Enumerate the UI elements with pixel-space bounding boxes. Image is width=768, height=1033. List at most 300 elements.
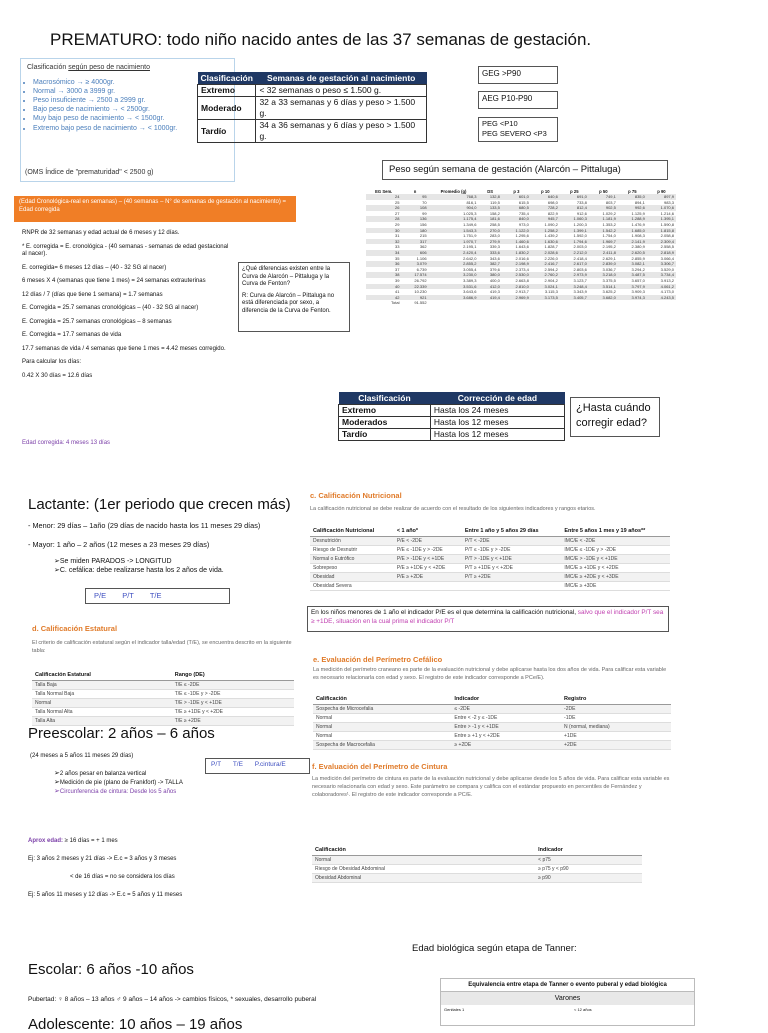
estatural-table <box>32 670 294 726</box>
table-cell: 22.339 <box>401 284 428 290</box>
tag-pcintura: P.cintura/E <box>254 761 286 768</box>
table-cell: Normal <box>313 732 451 741</box>
hasta-box: ¿Hasta cuándo corregir edad? <box>570 397 660 437</box>
table-cell: 1.969,7 <box>589 239 618 245</box>
table-cell: 3.514,1 <box>589 284 618 290</box>
table-cell: 3.024,1 <box>531 284 560 290</box>
pubertad-text: Pubertad: ♀ 8 años – 13 años ♂ 9 años – 14 años -> cambios físicos, * sexuales, desarrollo puberal <box>28 996 317 1003</box>
table-header-cell: Clasificación <box>339 392 431 405</box>
table-cell: 1.288,9 <box>618 216 647 222</box>
table-cell: 606 <box>401 250 428 256</box>
classification-heading: Clasificación según peso de nacimiento <box>27 64 150 71</box>
aprox-text: ≥ 16 días = + 1 mes <box>63 838 118 844</box>
table-cell: 29 <box>395 221 400 227</box>
table-row <box>310 582 670 591</box>
table-cell: 1.754,0 <box>602 233 616 239</box>
table-cell: 382,7 <box>478 261 501 267</box>
calc-line: E. Corregida = 25.7 semanas cronológicas – (40 - 32 SG al nacer) <box>22 305 199 311</box>
table-header-cell: Promedio (g) <box>440 189 467 194</box>
aprox-label: Aprox edad: <box>28 838 64 844</box>
table-row <box>310 555 670 564</box>
table-cell: +2DE <box>561 741 671 750</box>
table-cell: 2.195,2 <box>602 244 616 250</box>
table-cell: 2.416,7 <box>531 261 560 267</box>
table-cell: 91.552 <box>414 300 427 306</box>
table-cell: 2.309,4 <box>647 239 676 245</box>
table-cell: 35 <box>395 255 400 261</box>
table-cell: 279,9 <box>478 239 501 245</box>
table-cell: 40 <box>366 284 401 290</box>
table-cell: 601,0 <box>502 194 531 200</box>
tag-te: T/E <box>232 761 243 768</box>
table-header-cell: p 90 <box>657 189 666 194</box>
table-row <box>313 741 671 750</box>
estatural-title: d. Calificación Estatural <box>32 624 118 633</box>
table-cell: 840,0 <box>502 216 531 222</box>
table-cell: 992,6 <box>618 205 647 211</box>
calc-line: 12 días / 7 (días que tiene 1 semana) = 1.7 semanas <box>22 291 163 298</box>
table-cell: 3.625,2 <box>602 289 616 295</box>
table-cell: 1.630,6 <box>531 239 560 245</box>
table-row <box>32 690 294 699</box>
table-cell: 317 <box>401 239 428 245</box>
table-cell: P/E ≥ +2DE <box>394 573 462 582</box>
table-cell: 339,3 <box>489 244 500 250</box>
table-cell: Sobrepeso <box>310 564 394 573</box>
table-cell: 1.476,9 <box>631 221 645 227</box>
table-cell: 1.181,9 <box>589 216 618 222</box>
table-cell: Extremo <box>198 85 256 97</box>
table-cell: 17.574 <box>401 272 428 278</box>
table-header-cell: < 1 año* <box>394 526 462 537</box>
table-cell: 379,6 <box>489 266 500 272</box>
table-cell: 2.855,2 <box>429 261 479 267</box>
table-cell: 3.173,5 <box>531 295 560 301</box>
table-cell: 1.025,3 <box>463 210 477 216</box>
table-cell <box>462 582 561 591</box>
answer-text: R: Curva de Alarcón – Pittaluga no está diferenciada por sexo, a diferencia de la Curva de Fenton. <box>242 292 335 314</box>
preescolar-bullet: ➢ 2 años pesar en balanza vertical <box>54 770 294 779</box>
table-cell: 380,0 <box>478 272 501 278</box>
table-cell: P/E < -2DE <box>394 537 462 546</box>
table-cell: 1.106 <box>416 255 427 261</box>
cintura-text: La medición del perímetro de cintura es parte de la evaluación nutricional y debe aplicarse desde los 5 años de vida. Para calificar esta variable es necesario relacionarla con edad y sexo. Este parámetro se compara y califica con el estándar propuesto en percentiles de Fernández y colaboradores¹. El registro de este indicador corresponde a PC/E. <box>312 776 670 798</box>
table-cell: 894,1 <box>634 199 645 205</box>
table-cell: 680,5 <box>502 205 531 211</box>
table-row <box>339 417 565 429</box>
table-cell: +1DE <box>561 732 671 741</box>
table-cell: 2.003,0 <box>573 244 587 250</box>
table-row <box>313 723 671 732</box>
table-cell: Tardío <box>198 120 256 143</box>
table-row <box>310 537 670 546</box>
table-cell: 2.663,8 <box>515 277 529 283</box>
table-row <box>312 865 642 874</box>
classification-item: • Bajo peso de nacimiento → < 2500gr. <box>33 105 234 114</box>
table-header-cell: Registro <box>561 694 671 705</box>
table-cell: 34 a 36 semanas y 6 días y peso > 1.500 g. <box>256 120 427 143</box>
table-cell: Normal <box>313 714 451 723</box>
table-cell: 2.195,1 <box>463 244 477 250</box>
table-cell: 1.815,8 <box>647 228 676 234</box>
table-header-row <box>32 670 294 681</box>
table-header-cell: Calificación <box>313 694 451 705</box>
table-cell: Riesgo de Desnutrir <box>310 546 394 555</box>
table-cell: 3.055,4 <box>463 266 477 272</box>
table-cell: 2.855,9 <box>631 255 645 261</box>
table-row <box>310 573 670 582</box>
table-cell: 343,6 <box>489 255 500 261</box>
table-cell: Sospecha de Macrocefalia <box>313 741 451 750</box>
question-text: ¿Qué diferencias existen entre la Curva de Alarcón – Pittaluga y la Curva de Fenton? <box>242 266 331 287</box>
table-cell: Sospecha de Microcefalia <box>313 705 451 714</box>
table-header-cell: DS <box>487 189 494 194</box>
table-cell: 1.751,9 <box>463 233 477 239</box>
table-header-row <box>310 526 670 537</box>
table-cell: 3.343,9 <box>573 289 587 295</box>
table-cell <box>560 300 589 306</box>
table-cell: 1.122,0 <box>502 228 531 234</box>
table-cell: 1.258,2 <box>531 228 560 234</box>
table-header-cell: p 10 <box>541 189 550 194</box>
table-row <box>32 699 294 708</box>
table-cell: 258,5 <box>489 221 500 227</box>
gestation-table <box>197 72 427 143</box>
peg-box <box>478 117 558 142</box>
table-cell: < 32 semanas o peso ≤ 1.500 g. <box>256 85 427 97</box>
table-cell: 1.828,7 <box>544 244 558 250</box>
table-cell: 2.530,0 <box>502 272 531 278</box>
table-cell: 3.389,3 <box>463 277 477 283</box>
table-cell: 37 <box>395 266 400 272</box>
classification-item: • Normal → 3000 a 3999 gr. <box>33 87 234 96</box>
table-cell: 2.380,9 <box>631 244 645 250</box>
table-cell: 27 <box>395 210 400 216</box>
calc-line: 17.7 semanas de vida / 4 semanas que tiene 1 mes = 4.42 meses corregido. <box>22 345 226 352</box>
table-cell: Hasta los 12 meses <box>430 429 564 441</box>
table-cell: 1.460,6 <box>502 239 531 245</box>
table-cell: Hasta los 12 meses <box>430 417 564 429</box>
table-cell: P/T ≥ +2DE <box>462 573 561 582</box>
table-cell: T/E ≥ +2DE <box>172 717 294 726</box>
table-cell: Tardío <box>339 429 431 441</box>
table-cell: -1DE <box>561 714 671 723</box>
table-header-cell: Semanas de gestación al nacimiento <box>256 72 427 85</box>
table-row <box>32 681 294 690</box>
escolar-title: Escolar: 6 años -10 años <box>28 961 194 978</box>
table-cell: P/E ≥ +1DE y < +2DE <box>394 564 462 573</box>
table-cell: 1.295,6 <box>515 233 529 239</box>
ejemplo-1: Ej: 3 años 2 meses y 21 días -> E.c = 3 años y 3 meses <box>28 856 177 862</box>
table-header-row <box>339 392 565 405</box>
table-cell: 733,8 <box>576 199 587 205</box>
table-cell: 26.792 <box>414 277 427 283</box>
table-cell: 133,5 <box>478 205 501 211</box>
classification-item: • Muy bajo peso de nacimiento → < 1500gr. <box>33 114 234 123</box>
calc-line: RNPR de 32 semanas y edad actual de 6 meses y 12 días. <box>22 230 180 236</box>
table-header-cell: EG Sem. <box>375 189 393 194</box>
table-row <box>313 714 671 723</box>
table-cell: ≥ p75 y < p90 <box>535 865 642 874</box>
preescolar-bullet: ➢ Medición de pie (plano de Frankfort) -> TALLA <box>54 779 294 788</box>
oms-note: (OMS Índice de "prematuridad" < 2500 g) <box>25 168 154 176</box>
table-cell: 816,1 <box>466 199 477 205</box>
table-row <box>339 429 565 441</box>
tanner-row <box>441 1005 694 1014</box>
table-cell: 2.420,4 <box>429 250 479 256</box>
table-cell: 1.200,3 <box>573 221 587 227</box>
table-cell: N (normal, mediana) <box>561 723 671 732</box>
table-cell: 973,0 <box>518 221 529 227</box>
table-cell: 2.016,6 <box>515 255 529 261</box>
table-cell: 3.306,7 <box>647 261 676 267</box>
table-cell: Talla Normal Alta <box>32 708 172 717</box>
table-cell: < p75 <box>535 856 642 865</box>
table-row <box>313 732 671 741</box>
table-cell: 215 <box>419 233 427 239</box>
table-cell: 180 <box>401 228 428 234</box>
table-cell: 3.734,4 <box>647 272 676 278</box>
table-header-cell: Indicador <box>535 845 642 856</box>
table-cell: 2.913,7 <box>515 289 529 295</box>
table-cell: 2.212,0 <box>560 250 589 256</box>
table-cell: 3.487,5 <box>618 272 647 278</box>
cefalico-text: La medición del perímetro craneano es parte de la evaluación nutricional y debe aplicarse hasta los dos años de vida. Para calificar esta variable es necesario relacionarla con edad y sexo. El registro de este indicador corresponde a PCe/E). <box>313 667 667 681</box>
table-cell: 2.058,8 <box>660 233 674 239</box>
table-cell: 3.531,6 <box>429 284 479 290</box>
table-cell: 2.411,8 <box>589 250 618 256</box>
calc-line: 0.42 X 30 días = 12.6 días <box>22 372 93 379</box>
table-cell: 3.115,3 <box>544 289 558 295</box>
table-cell: 912,6 <box>576 210 587 216</box>
table-cell: Desnutrición <box>310 537 394 546</box>
table-cell: 181,6 <box>478 216 501 222</box>
table-cell: 1.399,1 <box>560 228 589 234</box>
table-cell: 2.617,0 <box>560 261 589 267</box>
table-header-cell: p 75 <box>628 189 637 194</box>
table-cell: 2.760,2 <box>531 272 560 278</box>
table-cell: 2.226,0 <box>544 255 558 261</box>
table-cell: 132,8 <box>478 194 501 200</box>
calc-line: E. Corregida = 17.7 semanas de vida <box>22 332 122 338</box>
table-cell: 99 <box>422 210 427 216</box>
table-cell: Talla Normal Baja <box>32 690 172 699</box>
lactante-bullet: ➢ C. cefálica: debe realizarse hasta los 2 años de vida. <box>54 566 294 575</box>
table-header-cell: p 25 <box>570 189 579 194</box>
table-cell: Moderado <box>198 97 256 120</box>
preescolar-title: Preescolar: 2 años – 6 años <box>28 725 215 742</box>
table-cell: 1.029,2 <box>602 210 616 216</box>
table-cell: 26 <box>366 205 401 211</box>
table-cell: 904,0 <box>429 205 479 211</box>
table-cell: ≥ +2DE <box>451 741 561 750</box>
table-cell: 3.066,4 <box>660 255 674 261</box>
table-cell: 768,3 <box>429 194 479 200</box>
table-cell: Extremo <box>339 405 431 417</box>
table-cell: 3.218,0 <box>589 272 618 278</box>
table-cell: P/T < -2DE <box>462 537 561 546</box>
calc-line: Para calcular los días: <box>22 359 82 365</box>
table-cell: 3.913,2 <box>660 277 674 283</box>
lactante-mayor: - Mayor: 1 año – 2 años (12 meses a 23 meses 29 días) <box>28 540 210 549</box>
page-title: PREMATURO: todo niño nacido antes de las 37 semanas de gestación. <box>50 30 592 49</box>
table-cell: 28 <box>366 216 401 222</box>
table-cell: Entre > -1 y < +1DE <box>451 723 561 732</box>
table-cell: IMC/E ≥ +1DE y < +2DE <box>561 564 670 573</box>
table-header-cell: Calificación Nutricional <box>310 526 394 537</box>
table-cell: 1.830,2 <box>502 250 531 256</box>
classification-item: • Macrosómico → ≥ 4000gr. <box>33 78 234 87</box>
table-header-row <box>313 694 671 705</box>
table-row <box>312 874 642 883</box>
table-cell: 41 <box>395 289 400 295</box>
table-cell: 1.543,3 <box>429 228 479 234</box>
table-cell: 615,5 <box>518 199 529 205</box>
weight-table <box>366 189 676 306</box>
table-cell: 3.082,1 <box>618 261 647 267</box>
calc-line: * E. corregida = E. cronológica - (40 semanas - semanas de edad gestacional al nacer). <box>22 243 229 257</box>
table-cell: 2.810,0 <box>502 284 531 290</box>
table-cell: 4.061,2 <box>647 284 676 290</box>
tanner-title: Edad biológica según etapa de Tanner: <box>412 943 577 954</box>
table-cell: Moderados <box>339 417 431 429</box>
table-cell: 362 <box>419 244 427 250</box>
table-cell: 70 <box>422 199 427 205</box>
table-cell: 42 <box>366 295 401 301</box>
table-cell: 39 <box>395 277 400 283</box>
table-cell: Normal o Eutrófico <box>310 555 394 564</box>
table-header-cell: Clasificación <box>198 72 256 85</box>
table-cell: 3.686,9 <box>429 295 479 301</box>
table-cell: Obesidad Severa <box>310 582 394 591</box>
table-cell: 1.685,0 <box>618 228 647 234</box>
table-cell: 32 <box>366 239 401 245</box>
table-cell: 945,7 <box>531 216 560 222</box>
tag-pe: P/E <box>94 591 107 600</box>
table-cell: 2.803,6 <box>573 266 587 272</box>
table-cell <box>429 300 479 306</box>
table-row <box>366 300 676 306</box>
table-cell: IMC/E < -2DE <box>561 537 670 546</box>
tag-pt: P/T <box>211 761 221 768</box>
table-header-cell: Corrección de edad <box>430 392 564 405</box>
tanner-table-head: Equivalencia entre etapa de Tanner o evento puberal y edad biológica <box>441 979 694 992</box>
table-header-cell: p 3 <box>513 189 520 194</box>
table-cell: 270,0 <box>478 228 501 234</box>
table-header-cell: Calificación Estatural <box>32 670 172 681</box>
table-cell: 835,0 <box>618 194 647 200</box>
table-cell: 983,3 <box>663 199 674 205</box>
table-cell: 3.123,7 <box>573 277 587 283</box>
table-cell: 1.590,8 <box>660 221 674 227</box>
table-cell: 30 <box>366 228 401 234</box>
table-cell <box>589 300 618 306</box>
tanner-cell: < 12 años <box>574 1007 592 1012</box>
table-cell: T/E ≤ -1DE y > -2DE <box>172 690 294 699</box>
table-cell: 921 <box>401 295 428 301</box>
table-cell: 749,1 <box>589 194 618 200</box>
calc-line: E. corregida= 6 meses 12 días – (40 - 32 SG al nacer) <box>22 264 167 271</box>
table-row <box>313 705 671 714</box>
table-cell: 2.418,4 <box>573 255 587 261</box>
table-cell <box>478 300 501 306</box>
table-header-cell: Entre 1 año y 5 años 29 días <box>462 526 561 537</box>
calc-final: Edad corregida: 4 meses 13 días <box>22 440 111 446</box>
correction-table <box>338 392 565 441</box>
table-cell <box>618 300 647 306</box>
table-cell: 822,9 <box>547 210 558 216</box>
table-cell: 3.974,3 <box>618 295 647 301</box>
table-cell: 2.198,9 <box>502 261 531 267</box>
table-cell: 419,4 <box>478 295 501 301</box>
table-cell: Obesidad Abdominal <box>312 874 535 883</box>
peso-title: Peso según semana de gestación (Alarcón – Pittaluga) <box>382 160 668 180</box>
cefalico-title: e. Evaluación del Perímetro Cefálico <box>313 655 443 664</box>
table-cell <box>647 300 676 306</box>
classification-item: • Peso insuficiente → 2500 a 2999 gr. <box>33 96 234 105</box>
table-cell <box>394 582 462 591</box>
table-cell: 6.739 <box>416 266 427 272</box>
menores-text: En los niños menores de 1 año el indicador P/E es el que determina la calificación nutricional, <box>311 609 577 616</box>
table-cell: 2.973,9 <box>560 272 589 278</box>
table-cell: Normal <box>313 723 451 732</box>
menores-pink: salvo que el indicador P/T sea ≥ +1DE, situación en la cual prima el indicador P/T <box>311 609 664 625</box>
table-cell: 10.230 <box>414 289 427 295</box>
table-cell: IMC/E ≥ +2DE y < +3DE <box>561 573 670 582</box>
table-cell: 3.797,9 <box>618 284 647 290</box>
table-cell: IMC/E ≥ +3DE <box>561 582 670 591</box>
table-cell: 3.657,0 <box>631 277 645 283</box>
table-cell: 36 <box>366 261 401 267</box>
table-cell <box>531 300 560 306</box>
calc-line: E. Corregida = 25.7 semanas cronológicas – 8 semanas <box>22 318 172 325</box>
table-cell: 1.353,2 <box>602 221 616 227</box>
table-cell: Riesgo de Obesidad Abdominal <box>312 865 535 874</box>
tag-pt: P/T <box>122 591 134 600</box>
estatural-text: El criterio de calificación estatural según el indicador talla/edad (T/E), se encuentra descrito en la siguiente tabla: <box>32 640 292 654</box>
question-box <box>238 262 350 332</box>
table-cell: 2.028,6 <box>531 250 560 256</box>
table-cell: 1.643,6 <box>515 244 529 250</box>
table-cell: 1.794,6 <box>560 239 589 245</box>
table-cell: 400,0 <box>489 277 500 283</box>
table-cell: Normal <box>32 699 172 708</box>
peg-severo-text: PEG SEVERO <P3 <box>482 128 547 138</box>
table-cell: 3.230,0 <box>429 272 479 278</box>
table-row <box>312 856 642 865</box>
table-row <box>32 708 294 717</box>
table-cell: 119,5 <box>490 199 500 205</box>
preescolar-tags <box>205 758 310 774</box>
cintura-table <box>312 845 642 883</box>
table-cell: 2.818,9 <box>647 250 676 256</box>
table-header-row <box>312 845 642 856</box>
table-row <box>310 546 670 555</box>
table-cell: 24 <box>366 194 401 200</box>
table-cell: 2.141,9 <box>618 239 647 245</box>
table-cell: 419,3 <box>489 289 500 295</box>
table-cell: 1.125,9 <box>631 210 645 216</box>
table-header-cell: p 50 <box>599 189 608 194</box>
table-cell: 1.908,3 <box>631 233 645 239</box>
table-cell: P/E > -1DE y < +1DE <box>394 555 462 564</box>
table-cell: Hasta los 24 meses <box>430 405 564 417</box>
table-cell: 1.175,4 <box>429 216 479 222</box>
table-cell: 803,7 <box>605 199 616 205</box>
preescolar-sub: (24 meses a 5 años 11 meses 29 días) <box>30 753 134 759</box>
tanner-table <box>440 978 695 1026</box>
lactante-bullets <box>40 557 294 575</box>
